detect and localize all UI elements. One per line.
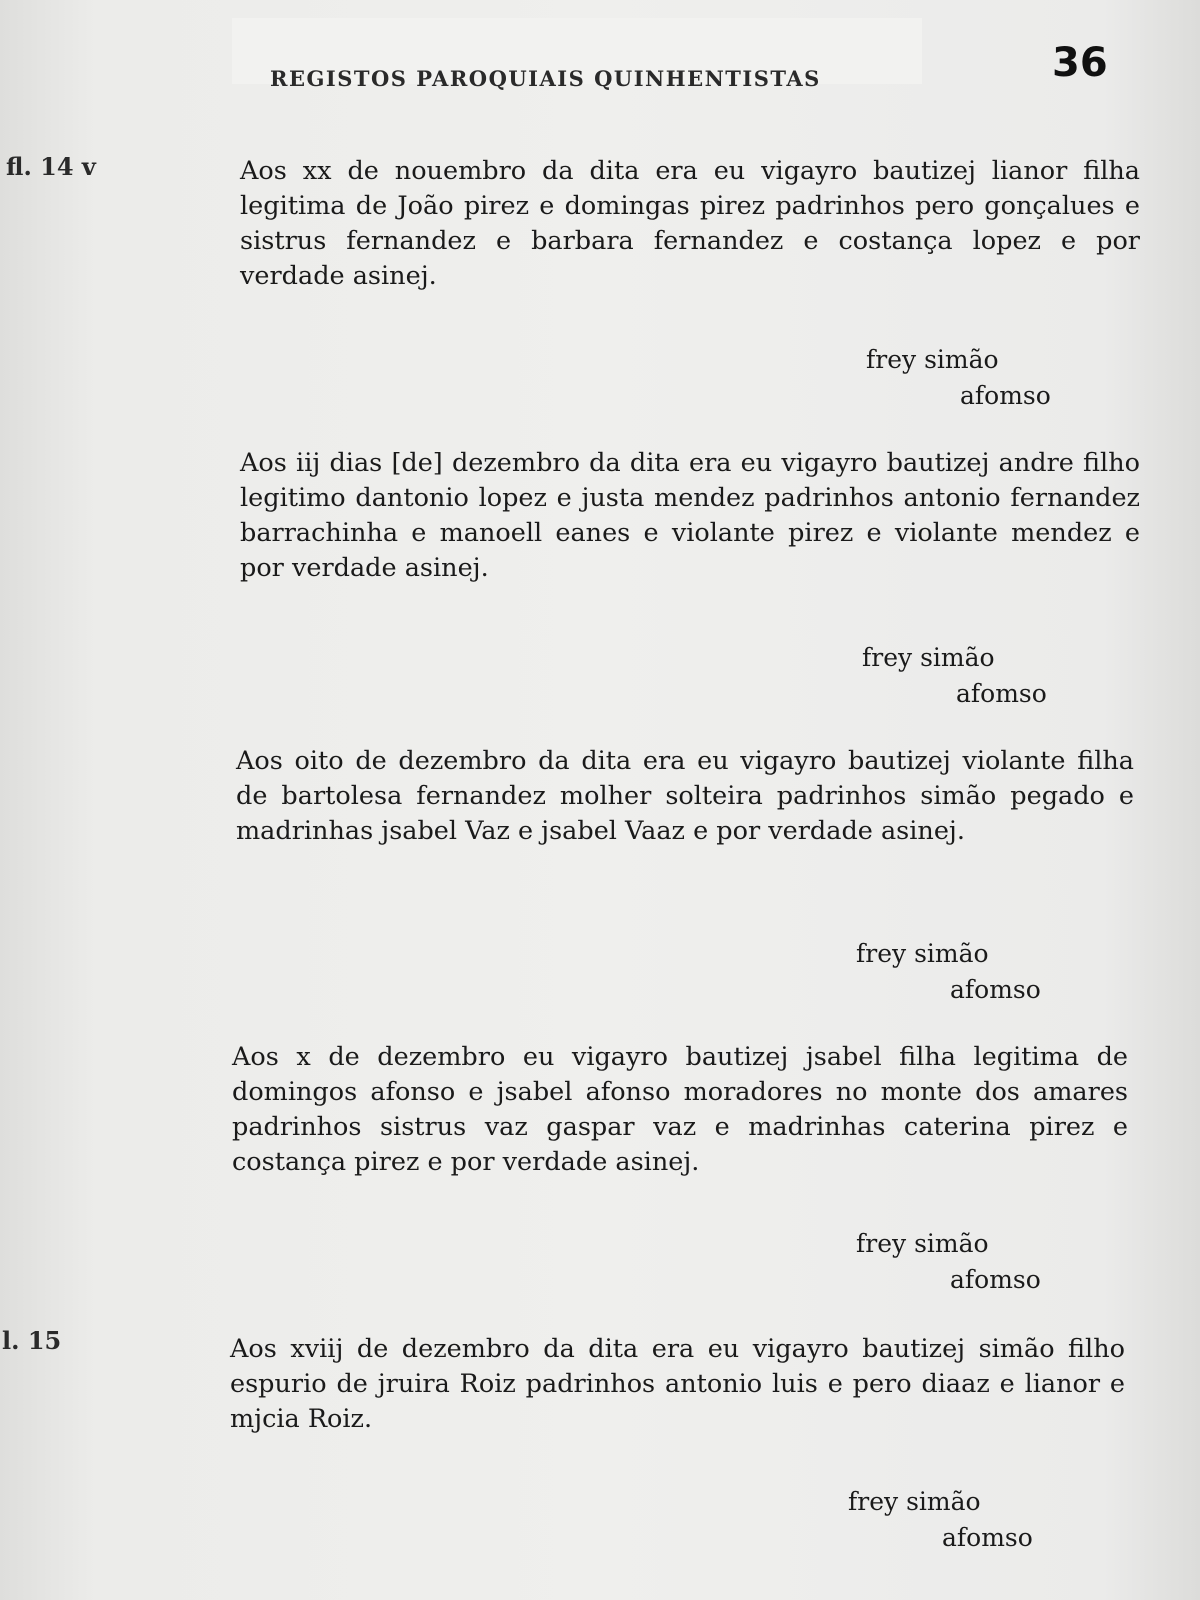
signature-surname: afomso <box>950 1265 1041 1294</box>
signature-name: frey simão <box>862 643 995 672</box>
signature <box>848 1484 1033 1556</box>
page-number: 36 <box>1052 40 1108 86</box>
margin-note-folio-14v: fl. 14 v <box>6 152 96 181</box>
register-entry: Aos xviij de dezembro da dita era eu vigayro bautizej simão filho espurio de jruira Roiz padrinhos antonio luis e pero diaaz e lianor e mjcia Roiz. <box>230 1334 1125 1434</box>
signature-name: frey simão <box>848 1487 981 1516</box>
signature <box>856 1226 1041 1298</box>
signature <box>856 936 1041 1008</box>
register-entry: Aos xx de nouembro da dita era eu vigayro bautizej lianor filha legitima de João pirez e domingas pirez padrinhos pero gonçalues e sistrus fernandez e barbara fernandez e costança lopez e por verdade asinej. <box>240 156 1140 291</box>
signature-surname: afomso <box>956 679 1047 708</box>
register-entry: Aos x de dezembro eu vigayro bautizej jsabel filha legitima de domingos afonso e jsabel afonso moradores no monte dos amares padrinhos sistrus vaz gaspar vaz e madrinhas caterina pirez e costança pirez e por verdade asinej. <box>232 1042 1128 1177</box>
signature-surname: afomso <box>960 381 1051 410</box>
margin-note-folio-15: l. 15 <box>2 1326 62 1355</box>
register-entry: Aos iij dias [de] dezembro da dita era eu vigayro bautizej andre filho legitimo dantonio lopez e justa mendez padrinhos antonio fernandez barrachinha e manoell eanes e violante pirez e violante mendez e por verdade asinej. <box>240 448 1140 583</box>
signature-surname: afomso <box>950 975 1041 1004</box>
register-entry: Aos oito de dezembro da dita era eu vigayro bautizej violante filha de bartolesa fernandez molher solteira padrinhos simão pegado e madrinhas jsabel Vaz e jsabel Vaaz e por verdade asinej. <box>236 746 1134 846</box>
running-head: REGISTOS PAROQUIAIS QUINHENTISTAS <box>270 66 821 91</box>
signature-surname: afomso <box>942 1523 1033 1552</box>
signature <box>866 342 1051 414</box>
signature-name: frey simão <box>866 345 999 374</box>
signature-name: frey simão <box>856 939 989 968</box>
signature-name: frey simão <box>856 1229 989 1258</box>
signature <box>862 640 1047 712</box>
